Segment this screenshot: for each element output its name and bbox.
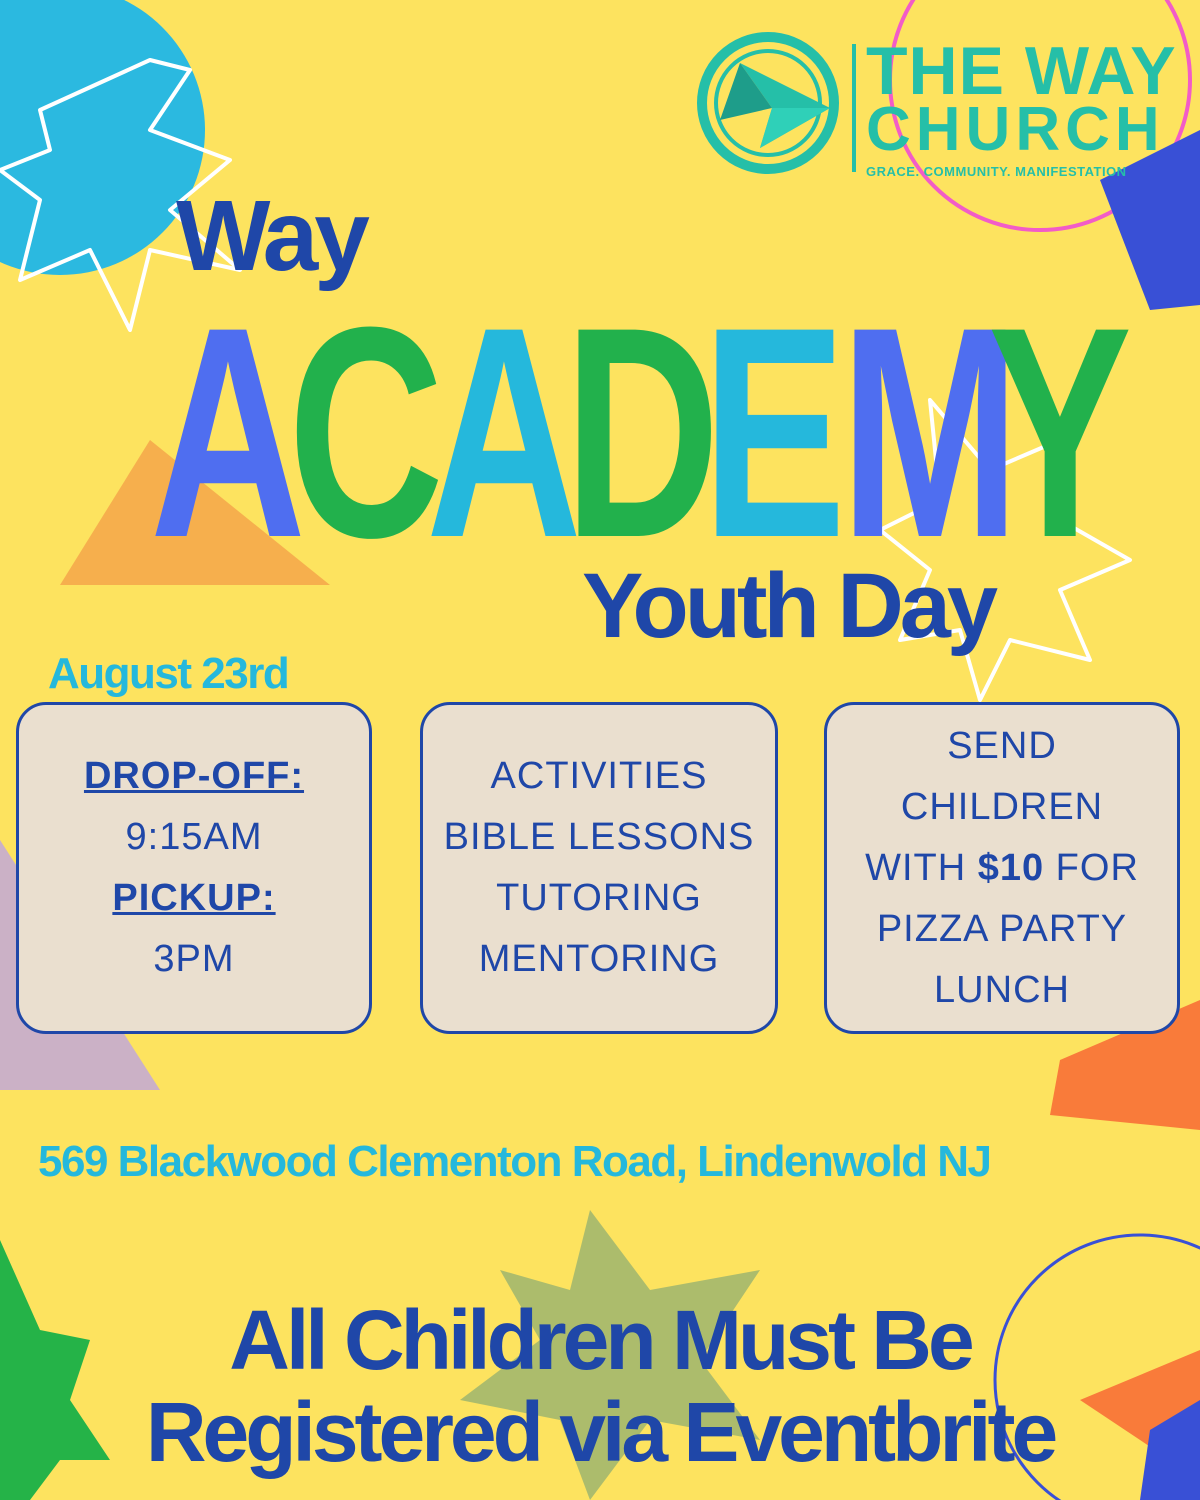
activities-box: [420, 702, 778, 1034]
academy-letter-c: C: [288, 264, 444, 600]
church-logo-text: [866, 33, 1177, 180]
registration-line-1: All Children Must Be: [229, 1293, 971, 1387]
activity-item: ACTIVITIES: [490, 755, 708, 797]
dropoff-time: 9:15AM: [125, 816, 263, 858]
lunch-box: [824, 702, 1180, 1034]
lunch-line-5: LUNCH: [934, 968, 1070, 1011]
lunch-line-4: PIZZA PARTY: [876, 907, 1128, 950]
academy-letter-e: E: [702, 264, 847, 600]
lunch-line-3-post: FOR: [1044, 846, 1139, 889]
lunch-line-3: [865, 838, 1139, 899]
activity-item: MENTORING: [478, 938, 720, 980]
academy-letter-y: Y: [988, 264, 1133, 600]
activity-item: TUTORING: [496, 877, 702, 919]
academy-letter-a1: A: [150, 264, 306, 600]
logo-tagline: GRACE. COMMUNITY. MANIFESTATION: [866, 164, 1127, 179]
pickup-label: PICKUP:: [112, 877, 276, 919]
activity-item: BIBLE LESSONS: [443, 816, 755, 858]
pickup-time: 3PM: [153, 938, 235, 980]
title-youth-day: Youth Day: [582, 555, 995, 657]
dropoff-label: DROP-OFF:: [83, 755, 305, 797]
event-date: August 23rd: [48, 649, 289, 698]
title-way: Way: [176, 180, 366, 292]
church-logo-icon: [690, 28, 846, 178]
logo-line-1: THE WAY: [866, 33, 1177, 109]
event-address: 569 Blackwood Clementon Road, Lindenwold NJ: [38, 1137, 991, 1186]
lunch-amount: $10: [977, 846, 1045, 889]
lunch-line-3-pre: WITH: [865, 846, 978, 889]
academy-letter-m: M: [840, 264, 1020, 600]
lunch-line-1: SEND: [947, 724, 1057, 767]
academy-letter-a2: A: [426, 264, 582, 600]
lunch-line-2: CHILDREN: [900, 785, 1104, 828]
academy-letter-d: D: [564, 264, 720, 600]
logo-line-2: CHURCH: [866, 95, 1165, 164]
title-academy: [150, 264, 1133, 600]
logo-divider: [852, 44, 856, 172]
times-box: [16, 702, 372, 1034]
registration-line-2: Registered via Eventbrite: [145, 1385, 1055, 1479]
